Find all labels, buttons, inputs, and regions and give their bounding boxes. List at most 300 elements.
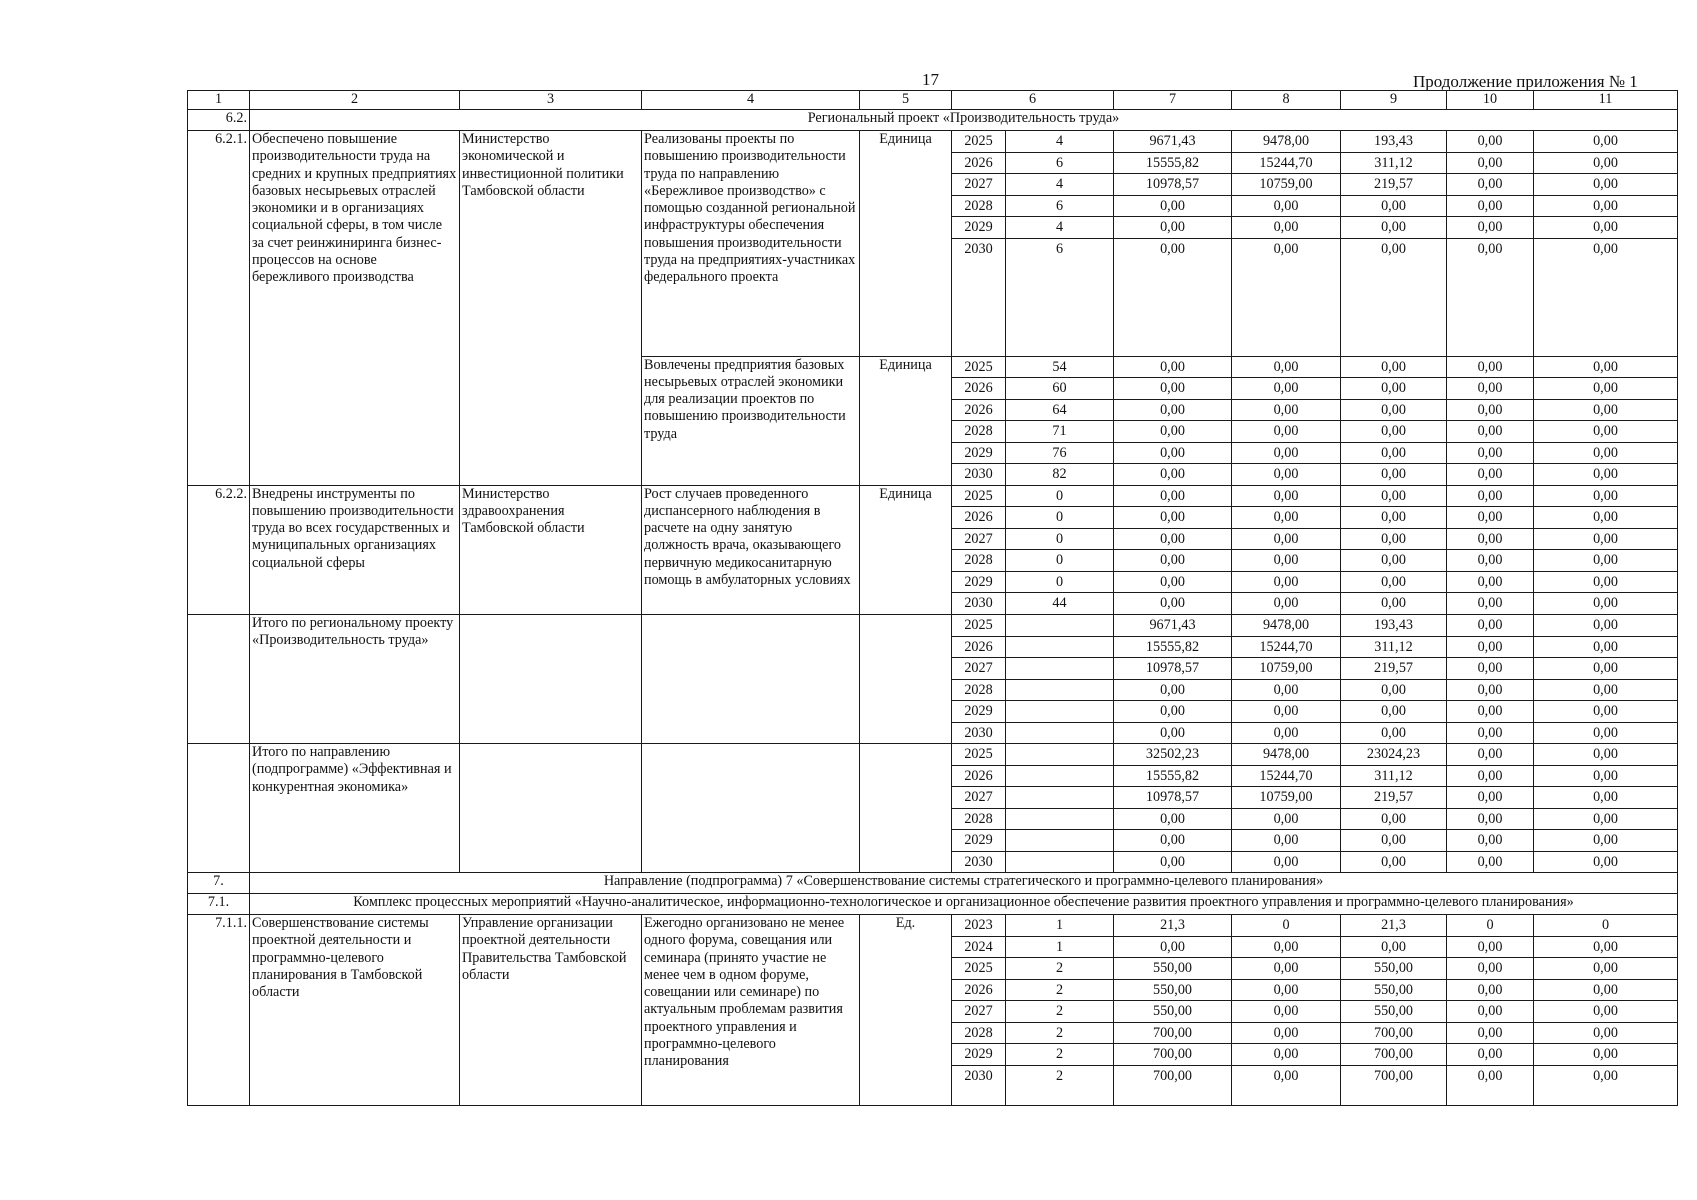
regional-budget: 0,00 <box>1341 936 1447 958</box>
total-amount: 0,00 <box>1114 442 1232 464</box>
federal-budget: 0,00 <box>1232 485 1341 507</box>
total-amount: 0,00 <box>1114 936 1232 958</box>
indicator-value <box>1006 851 1114 873</box>
indicator-value: 76 <box>1006 442 1114 464</box>
local-budget: 0,00 <box>1447 636 1534 658</box>
empty-cell <box>860 615 952 744</box>
extra-budget: 0,00 <box>1534 399 1678 421</box>
total-amount: 0,00 <box>1114 808 1232 830</box>
section-row <box>188 110 1678 131</box>
extra-budget: 0,00 <box>1534 636 1678 658</box>
extra-budget: 0,00 <box>1534 958 1678 980</box>
regional-budget: 219,57 <box>1341 174 1447 196</box>
executor: Министерство экономической и инвестиционной политики Тамбовской области <box>460 131 642 486</box>
extra-budget: 0,00 <box>1534 701 1678 723</box>
year: 2026 <box>952 507 1006 529</box>
local-budget: 0,00 <box>1447 787 1534 809</box>
extra-budget: 0,00 <box>1534 1065 1678 1105</box>
regional-budget: 311,12 <box>1341 152 1447 174</box>
indicator-value: 6 <box>1006 238 1114 356</box>
year: 2029 <box>952 1044 1006 1066</box>
federal-budget: 0,00 <box>1232 851 1341 873</box>
section-row <box>188 873 1678 894</box>
indicator-value <box>1006 615 1114 637</box>
indicator-value: 2 <box>1006 1001 1114 1023</box>
indicator-value: 6 <box>1006 195 1114 217</box>
empty-cell <box>860 744 952 873</box>
year: 2027 <box>952 658 1006 680</box>
indicator-value: 2 <box>1006 1022 1114 1044</box>
total-amount: 32502,23 <box>1114 744 1232 766</box>
indicator-value: 0 <box>1006 550 1114 572</box>
indicator-value <box>1006 744 1114 766</box>
extra-budget: 0,00 <box>1534 356 1678 378</box>
executor: Управление организации проектной деятельности Правительства Тамбовской области <box>460 915 642 1106</box>
regional-budget: 0,00 <box>1341 571 1447 593</box>
col-header: 8 <box>1232 91 1341 110</box>
total-amount: 15555,82 <box>1114 765 1232 787</box>
total-amount: 0,00 <box>1114 701 1232 723</box>
year: 2029 <box>952 701 1006 723</box>
local-budget: 0,00 <box>1447 152 1534 174</box>
regional-budget: 193,43 <box>1341 615 1447 637</box>
regional-budget: 0,00 <box>1341 238 1447 356</box>
year: 2025 <box>952 615 1006 637</box>
total-amount: 700,00 <box>1114 1022 1232 1044</box>
indicator-value <box>1006 808 1114 830</box>
local-budget: 0,00 <box>1447 1001 1534 1023</box>
local-budget: 0,00 <box>1447 528 1534 550</box>
local-budget: 0,00 <box>1447 464 1534 486</box>
empty-cell <box>460 615 642 744</box>
total-amount: 0,00 <box>1114 571 1232 593</box>
regional-budget: 550,00 <box>1341 1001 1447 1023</box>
year: 2026 <box>952 378 1006 400</box>
regional-budget: 219,57 <box>1341 658 1447 680</box>
total-amount: 21,3 <box>1114 915 1232 937</box>
extra-budget: 0,00 <box>1534 550 1678 572</box>
local-budget: 0,00 <box>1447 1065 1534 1105</box>
indicator-value: 2 <box>1006 958 1114 980</box>
regional-budget: 193,43 <box>1341 131 1447 153</box>
federal-budget: 0,00 <box>1232 830 1341 852</box>
item-number: 6.2.2. <box>188 485 250 615</box>
federal-budget: 9478,00 <box>1232 615 1341 637</box>
item-name: Обеспечено повышение производительности труда на средних и крупных предприятиях базовых несырьевых отраслей экономики и в организациях социальной сферы, в том числе за счет реинжиниринга бизнес-процессов на основе бережливого производства <box>250 131 460 486</box>
local-budget: 0,00 <box>1447 442 1534 464</box>
year: 2025 <box>952 131 1006 153</box>
federal-budget: 0,00 <box>1232 550 1341 572</box>
local-budget: 0,00 <box>1447 701 1534 723</box>
federal-budget: 0,00 <box>1232 1044 1341 1066</box>
section-number: 6.2. <box>188 110 250 131</box>
extra-budget: 0,00 <box>1534 765 1678 787</box>
regional-budget: 0,00 <box>1341 421 1447 443</box>
local-budget: 0,00 <box>1447 1022 1534 1044</box>
federal-budget: 0,00 <box>1232 1022 1341 1044</box>
regional-budget: 311,12 <box>1341 636 1447 658</box>
regional-budget: 0,00 <box>1341 464 1447 486</box>
indicator-value <box>1006 722 1114 744</box>
total-amount: 0,00 <box>1114 593 1232 615</box>
extra-budget: 0,00 <box>1534 979 1678 1001</box>
local-budget: 0,00 <box>1447 936 1534 958</box>
federal-budget: 0,00 <box>1232 464 1341 486</box>
indicator-value: 54 <box>1006 356 1114 378</box>
indicator-value <box>1006 658 1114 680</box>
total-amount: 550,00 <box>1114 979 1232 1001</box>
regional-budget: 0,00 <box>1341 679 1447 701</box>
year: 2030 <box>952 238 1006 356</box>
table-row <box>188 915 1678 937</box>
federal-budget: 0,00 <box>1232 528 1341 550</box>
local-budget: 0,00 <box>1447 356 1534 378</box>
local-budget: 0,00 <box>1447 830 1534 852</box>
federal-budget: 0,00 <box>1232 238 1341 356</box>
indicator-value: 71 <box>1006 421 1114 443</box>
year: 2024 <box>952 936 1006 958</box>
section-title: Региональный проект «Производительность труда» <box>250 110 1678 131</box>
local-budget: 0,00 <box>1447 744 1534 766</box>
extra-budget: 0,00 <box>1534 195 1678 217</box>
extra-budget: 0,00 <box>1534 507 1678 529</box>
indicator-value <box>1006 765 1114 787</box>
local-budget: 0,00 <box>1447 958 1534 980</box>
local-budget: 0,00 <box>1447 679 1534 701</box>
regional-budget: 0,00 <box>1341 442 1447 464</box>
year: 2026 <box>952 979 1006 1001</box>
extra-budget: 0,00 <box>1534 744 1678 766</box>
total-amount: 0,00 <box>1114 485 1232 507</box>
total-amount: 700,00 <box>1114 1065 1232 1105</box>
indicator-value: 2 <box>1006 1065 1114 1105</box>
extra-budget: 0,00 <box>1534 615 1678 637</box>
year: 2029 <box>952 217 1006 239</box>
total-amount: 550,00 <box>1114 1001 1232 1023</box>
regional-budget: 311,12 <box>1341 765 1447 787</box>
total-amount: 0,00 <box>1114 722 1232 744</box>
federal-budget: 0,00 <box>1232 399 1341 421</box>
year: 2029 <box>952 442 1006 464</box>
indicator-name: Ежегодно организовано не менее одного форума, совещания или семинара (принято участие не менее чем в одном форуме, совещании или семинаре) по актуальным проблемам развития проектного управления и программно-целевого планирования <box>642 915 860 1106</box>
year: 2030 <box>952 722 1006 744</box>
local-budget: 0,00 <box>1447 507 1534 529</box>
year: 2030 <box>952 1065 1006 1105</box>
col-header: 5 <box>860 91 952 110</box>
indicator-value: 2 <box>1006 1044 1114 1066</box>
federal-budget: 15244,70 <box>1232 152 1341 174</box>
year: 2030 <box>952 464 1006 486</box>
column-header-row <box>188 91 1678 110</box>
regional-budget: 0,00 <box>1341 378 1447 400</box>
year: 2028 <box>952 550 1006 572</box>
table-body <box>188 91 1678 1106</box>
indicator-value <box>1006 636 1114 658</box>
extra-budget: 0,00 <box>1534 1022 1678 1044</box>
executor: Министерство здравоохранения Тамбовской области <box>460 485 642 615</box>
total-amount: 0,00 <box>1114 679 1232 701</box>
extra-budget: 0,00 <box>1534 174 1678 196</box>
federal-budget: 0,00 <box>1232 701 1341 723</box>
local-budget: 0,00 <box>1447 421 1534 443</box>
regional-budget: 0,00 <box>1341 399 1447 421</box>
extra-budget: 0 <box>1534 915 1678 937</box>
regional-budget: 0,00 <box>1341 217 1447 239</box>
extra-budget: 0,00 <box>1534 808 1678 830</box>
regional-budget: 23024,23 <box>1341 744 1447 766</box>
federal-budget: 0 <box>1232 915 1341 937</box>
year: 2023 <box>952 915 1006 937</box>
federal-budget: 0,00 <box>1232 979 1341 1001</box>
total-amount: 700,00 <box>1114 1044 1232 1066</box>
extra-budget: 0,00 <box>1534 936 1678 958</box>
indicator-name: Реализованы проекты по повышению производительности труда по направлению «Бережливое производство» с помощью созданной региональной инфраструктуры обеспечения повышения производительности труда на предприятиях-участниках федерального проекта <box>642 131 860 357</box>
indicator-value: 0 <box>1006 571 1114 593</box>
col-header: 10 <box>1447 91 1534 110</box>
unit: Ед. <box>860 915 952 1106</box>
year: 2028 <box>952 808 1006 830</box>
col-header: 1 <box>188 91 250 110</box>
extra-budget: 0,00 <box>1534 464 1678 486</box>
unit: Единица <box>860 356 952 485</box>
federal-budget: 0,00 <box>1232 571 1341 593</box>
federal-budget: 0,00 <box>1232 593 1341 615</box>
total-amount: 0,00 <box>1114 378 1232 400</box>
total-amount: 0,00 <box>1114 464 1232 486</box>
indicator-value: 0 <box>1006 485 1114 507</box>
total-amount: 0,00 <box>1114 356 1232 378</box>
section-number: 7. <box>188 873 250 894</box>
indicator-value <box>1006 701 1114 723</box>
empty-cell <box>642 615 860 744</box>
section-number: 7.1. <box>188 894 250 915</box>
year: 2028 <box>952 421 1006 443</box>
year: 2029 <box>952 571 1006 593</box>
total-amount: 0,00 <box>1114 217 1232 239</box>
year: 2029 <box>952 830 1006 852</box>
table-row <box>188 485 1678 507</box>
year: 2028 <box>952 679 1006 701</box>
local-budget: 0,00 <box>1447 131 1534 153</box>
regional-budget: 0,00 <box>1341 550 1447 572</box>
indicator-value <box>1006 787 1114 809</box>
federal-budget: 0,00 <box>1232 958 1341 980</box>
total-amount: 0,00 <box>1114 399 1232 421</box>
federal-budget: 0,00 <box>1232 356 1341 378</box>
unit: Единица <box>860 131 952 357</box>
year: 2027 <box>952 174 1006 196</box>
year: 2028 <box>952 195 1006 217</box>
year: 2025 <box>952 485 1006 507</box>
empty-cell <box>642 744 860 873</box>
indicator-value: 0 <box>1006 528 1114 550</box>
local-budget: 0,00 <box>1447 399 1534 421</box>
empty-cell <box>188 744 250 873</box>
total-amount: 10978,57 <box>1114 174 1232 196</box>
indicator-name: Вовлечены предприятия базовых несырьевых отраслей экономики для реализации проектов по повышению производительности труда <box>642 356 860 485</box>
regional-budget: 0,00 <box>1341 195 1447 217</box>
local-budget: 0,00 <box>1447 174 1534 196</box>
year: 2026 <box>952 399 1006 421</box>
year: 2030 <box>952 593 1006 615</box>
year: 2025 <box>952 744 1006 766</box>
col-header: 11 <box>1534 91 1678 110</box>
extra-budget: 0,00 <box>1534 722 1678 744</box>
col-header: 7 <box>1114 91 1232 110</box>
col-header: 6 <box>952 91 1114 110</box>
indicator-value: 0 <box>1006 507 1114 529</box>
indicator-value: 4 <box>1006 174 1114 196</box>
extra-budget: 0,00 <box>1534 593 1678 615</box>
regional-budget: 550,00 <box>1341 979 1447 1001</box>
local-budget: 0,00 <box>1447 217 1534 239</box>
regional-budget: 0,00 <box>1341 356 1447 378</box>
federal-budget: 0,00 <box>1232 217 1341 239</box>
indicator-value: 1 <box>1006 915 1114 937</box>
federal-budget: 10759,00 <box>1232 174 1341 196</box>
col-header: 2 <box>250 91 460 110</box>
federal-budget: 9478,00 <box>1232 744 1341 766</box>
local-budget: 0,00 <box>1447 571 1534 593</box>
indicator-name: Рост случаев проведенного диспансерного наблюдения в расчете на одну занятую должность врача, оказывающего первичную медикосанитарную помощь в амбулаторных условиях <box>642 485 860 615</box>
total-amount: 10978,57 <box>1114 787 1232 809</box>
year: 2026 <box>952 636 1006 658</box>
local-budget: 0,00 <box>1447 1044 1534 1066</box>
item-name: Совершенствование системы проектной деятельности и программно-целевого планирования в Тамбовской области <box>250 915 460 1106</box>
year: 2030 <box>952 851 1006 873</box>
federal-budget: 9478,00 <box>1232 131 1341 153</box>
indicator-value <box>1006 679 1114 701</box>
extra-budget: 0,00 <box>1534 1001 1678 1023</box>
local-budget: 0,00 <box>1447 195 1534 217</box>
year: 2026 <box>952 765 1006 787</box>
empty-cell <box>460 744 642 873</box>
total-amount: 0,00 <box>1114 528 1232 550</box>
extra-budget: 0,00 <box>1534 152 1678 174</box>
federal-budget: 0,00 <box>1232 442 1341 464</box>
indicator-value: 60 <box>1006 378 1114 400</box>
total-amount: 0,00 <box>1114 851 1232 873</box>
extra-budget: 0,00 <box>1534 1044 1678 1066</box>
local-budget: 0,00 <box>1447 808 1534 830</box>
regional-budget: 0,00 <box>1341 528 1447 550</box>
total-amount: 0,00 <box>1114 195 1232 217</box>
federal-budget: 0,00 <box>1232 808 1341 830</box>
regional-budget: 700,00 <box>1341 1022 1447 1044</box>
total-amount: 0,00 <box>1114 550 1232 572</box>
extra-budget: 0,00 <box>1534 787 1678 809</box>
total-amount: 550,00 <box>1114 958 1232 980</box>
local-budget: 0,00 <box>1447 765 1534 787</box>
extra-budget: 0,00 <box>1534 485 1678 507</box>
federal-budget: 0,00 <box>1232 936 1341 958</box>
local-budget: 0,00 <box>1447 658 1534 680</box>
regional-budget: 0,00 <box>1341 593 1447 615</box>
local-budget: 0,00 <box>1447 615 1534 637</box>
total-label: Итого по направлению (подпрограмме) «Эффективная и конкурентная экономика» <box>250 744 460 873</box>
year: 2027 <box>952 787 1006 809</box>
regional-budget: 219,57 <box>1341 787 1447 809</box>
year: 2027 <box>952 1001 1006 1023</box>
year: 2026 <box>952 152 1006 174</box>
total-amount: 0,00 <box>1114 238 1232 356</box>
indicator-value: 4 <box>1006 217 1114 239</box>
budget-table <box>187 90 1678 1106</box>
section-title: Направление (подпрограмма) 7 «Совершенствование системы стратегического и программно-целевого планирования» <box>250 873 1678 894</box>
year: 2025 <box>952 958 1006 980</box>
local-budget: 0,00 <box>1447 485 1534 507</box>
local-budget: 0,00 <box>1447 979 1534 1001</box>
local-budget: 0,00 <box>1447 593 1534 615</box>
indicator-value: 4 <box>1006 131 1114 153</box>
federal-budget: 10759,00 <box>1232 787 1341 809</box>
col-header: 9 <box>1341 91 1447 110</box>
federal-budget: 0,00 <box>1232 378 1341 400</box>
federal-budget: 0,00 <box>1232 722 1341 744</box>
section-title: Комплекс процессных мероприятий «Научно-аналитическое, информационно-технологическое и организационное обеспечение развития проектного управления и программно-целевого планирования» <box>250 894 1678 915</box>
federal-budget: 0,00 <box>1232 1001 1341 1023</box>
extra-budget: 0,00 <box>1534 528 1678 550</box>
federal-budget: 0,00 <box>1232 507 1341 529</box>
local-budget: 0,00 <box>1447 722 1534 744</box>
indicator-value: 2 <box>1006 979 1114 1001</box>
table-row <box>188 744 1678 766</box>
total-amount: 0,00 <box>1114 830 1232 852</box>
extra-budget: 0,00 <box>1534 131 1678 153</box>
federal-budget: 0,00 <box>1232 195 1341 217</box>
extra-budget: 0,00 <box>1534 238 1678 356</box>
total-amount: 10978,57 <box>1114 658 1232 680</box>
regional-budget: 0,00 <box>1341 830 1447 852</box>
year: 2028 <box>952 1022 1006 1044</box>
extra-budget: 0,00 <box>1534 658 1678 680</box>
page-number: 17 <box>922 70 939 89</box>
empty-cell <box>188 615 250 744</box>
local-budget: 0,00 <box>1447 378 1534 400</box>
indicator-value: 1 <box>1006 936 1114 958</box>
federal-budget: 15244,70 <box>1232 765 1341 787</box>
indicator-value <box>1006 830 1114 852</box>
federal-budget: 10759,00 <box>1232 658 1341 680</box>
table-row <box>188 131 1678 153</box>
regional-budget: 0,00 <box>1341 485 1447 507</box>
total-label: Итого по региональному проекту «Производительность труда» <box>250 615 460 744</box>
regional-budget: 550,00 <box>1341 958 1447 980</box>
total-amount: 9671,43 <box>1114 615 1232 637</box>
extra-budget: 0,00 <box>1534 679 1678 701</box>
extra-budget: 0,00 <box>1534 421 1678 443</box>
unit: Единица <box>860 485 952 615</box>
indicator-value: 6 <box>1006 152 1114 174</box>
total-amount: 15555,82 <box>1114 636 1232 658</box>
continuation-title: Продолжение приложения № 1 <box>1413 72 1638 91</box>
table-row <box>188 615 1678 637</box>
local-budget: 0,00 <box>1447 851 1534 873</box>
federal-budget: 0,00 <box>1232 679 1341 701</box>
extra-budget: 0,00 <box>1534 830 1678 852</box>
year: 2025 <box>952 356 1006 378</box>
extra-budget: 0,00 <box>1534 442 1678 464</box>
item-number: 7.1.1. <box>188 915 250 1106</box>
regional-budget: 21,3 <box>1341 915 1447 937</box>
regional-budget: 0,00 <box>1341 701 1447 723</box>
col-header: 4 <box>642 91 860 110</box>
extra-budget: 0,00 <box>1534 571 1678 593</box>
item-name: Внедрены инструменты по повышению производительности труда во всех государственных и муниципальных организациях социальной сферы <box>250 485 460 615</box>
total-amount: 15555,82 <box>1114 152 1232 174</box>
regional-budget: 700,00 <box>1341 1044 1447 1066</box>
indicator-value: 82 <box>1006 464 1114 486</box>
